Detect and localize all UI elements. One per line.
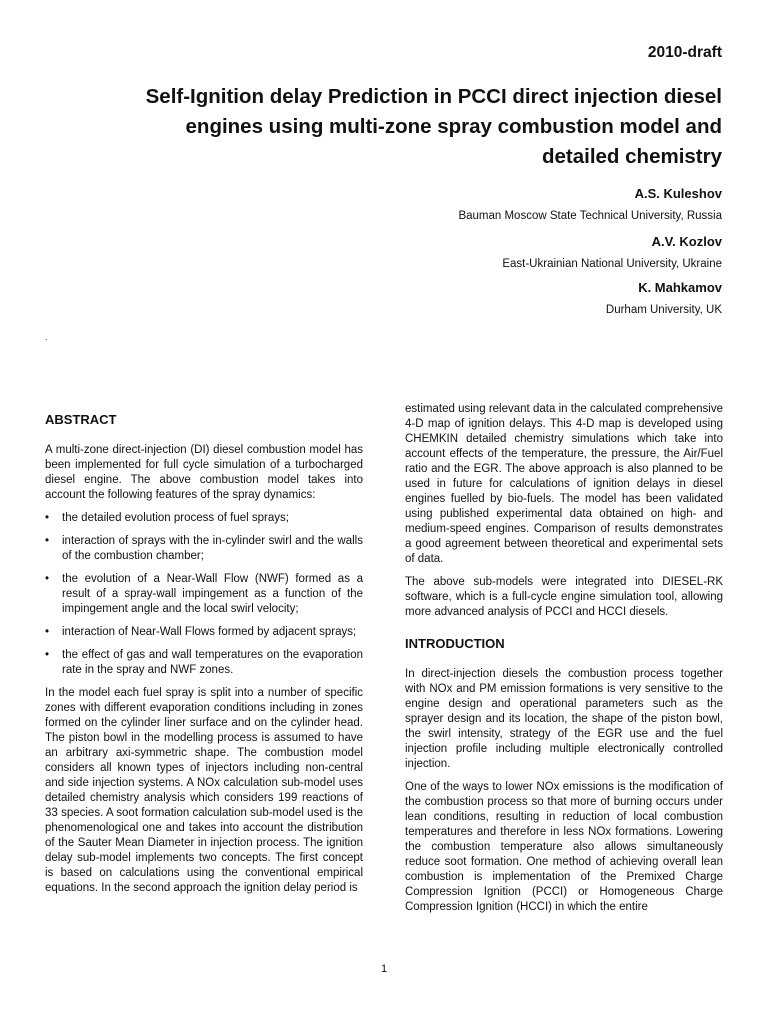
right-column xyxy=(405,402,723,923)
left-column xyxy=(45,402,363,904)
title-line: Self-Ignition delay Prediction in PCCI direct injection diesel xyxy=(145,85,722,108)
stray-mark: . xyxy=(45,332,48,342)
abstract-heading: ABSTRACT xyxy=(45,412,117,427)
spray-features-list xyxy=(45,511,363,678)
list-item: • the detailed evolution process of fuel sprays; xyxy=(45,512,289,524)
abstract-body: In the model each fuel spray is split into a number of specific zones with different evaporation conditions including in zones formed on the cylinder liner surface and on the cylinder head. The piston bowl in the modelling process is assumed to have an arbitrary axi-symmetric shape. The combustion model considers all known types of injectors including non-central and side injection systems. A NOx calculation sub-model uses detailed chemistry analysis which considers 199 reactions of 33 species. A soot formation calculation sub-model used is the phenomenological one and takes into account the distribution of the Sauter Mean Diameter in injection process. The ignition delay sub-model implements two concepts. The first concept is based on calculations using the conventional empirical equations. In the second approach the ignition delay period is xyxy=(45,687,363,894)
author-name: K. Mahkamov xyxy=(638,280,722,295)
list-item: • the effect of gas and wall temperatures on the evaporation rate in the spray and NWF zones. xyxy=(45,649,363,676)
title-line: engines using multi-zone spray combustion model and xyxy=(185,115,722,138)
draft-label: 2010-draft xyxy=(647,44,722,61)
bullet-icon: • xyxy=(45,649,50,661)
bullet-icon: • xyxy=(45,626,50,638)
author-name: A.S. Kuleshov xyxy=(634,186,722,201)
abstract-continued: estimated using relevant data in the calculated comprehensive 4-D map of ignition delays. This 4-D map is developed using CHEMKIN detailed chemistry simulations which take into account effects of the temperature, the pressure, the Air/Fuel ratio and the EGR. The above approach is also planned to be used in future for calculations of ignition delays in diesel engines fuelled by bio-fuels. The model has been validated using published experimental data obtained on high- and medium-speed engines. Comparison of results demonstrates a good agreement between theoretical and experimental sets of data. xyxy=(405,403,723,565)
author-affiliation: Bauman Moscow State Technical University, Russia xyxy=(458,210,722,222)
abstract-closing: The above sub-models were integrated into DIESEL-RK software, which is a full-cycle engine simulation tool, allowing more advanced analysis of PCCI and HCCI diesels. xyxy=(405,576,723,618)
author-affiliation: East-Ukrainian National University, Ukraine xyxy=(502,258,722,270)
author-block xyxy=(502,234,722,272)
introduction-paragraph: In direct-injection diesels the combustion process together with NOx and PM emission formations is very sensitive to the engine design and operational parameters such as the sprayer design and its location, the shape of the piston bowl, the swirl intensity, strategy of the EGR use and the fuel injection profile including multiple electronically controlled injection. xyxy=(405,668,723,770)
list-item: • interaction of Near-Wall Flows formed by adjacent sprays; xyxy=(45,626,357,638)
title-line: detailed chemistry xyxy=(541,145,722,168)
page-number: 1 xyxy=(380,963,388,975)
author-affiliation: Durham University, UK xyxy=(605,304,722,316)
author-block xyxy=(458,186,722,224)
list-item: • the evolution of a Near-Wall Flow (NWF) formed as a result of a spray-wall impingement as a function of the impingement angle and the local swirl velocity; xyxy=(45,573,363,615)
introduction-paragraph: One of the ways to lower NOx emissions is the modification of the combustion process so that more of burning occurs under lean conditions, resulting in reduction of local combustion temperatures and therefore in less NOx formations. Lowering the combustion temperature also allows simultaneously reduce soot formation. One method of achieving overall lean combustion is implementation of the Premixed Charge Compression Ignition (PCCI) or Homogeneous Charge Compression Ignition (HCCI) in which the entire xyxy=(405,781,723,913)
bullet-icon: • xyxy=(45,535,50,547)
author-name: A.V. Kozlov xyxy=(651,234,722,249)
introduction-heading: INTRODUCTION xyxy=(405,636,505,651)
paper-title xyxy=(62,82,722,172)
bullet-icon: • xyxy=(45,512,50,524)
list-item: • interaction of sprays with the in-cylinder swirl and the walls of the combustion chamber; xyxy=(45,535,363,562)
abstract-intro: A multi-zone direct-injection (DI) diesel combustion model has been implemented for full cycle simulation of a turbocharged diesel engine. The above combustion model takes into account the following features of the spray dynamics: xyxy=(45,444,363,501)
author-block xyxy=(606,280,722,318)
bullet-icon: • xyxy=(45,573,50,585)
